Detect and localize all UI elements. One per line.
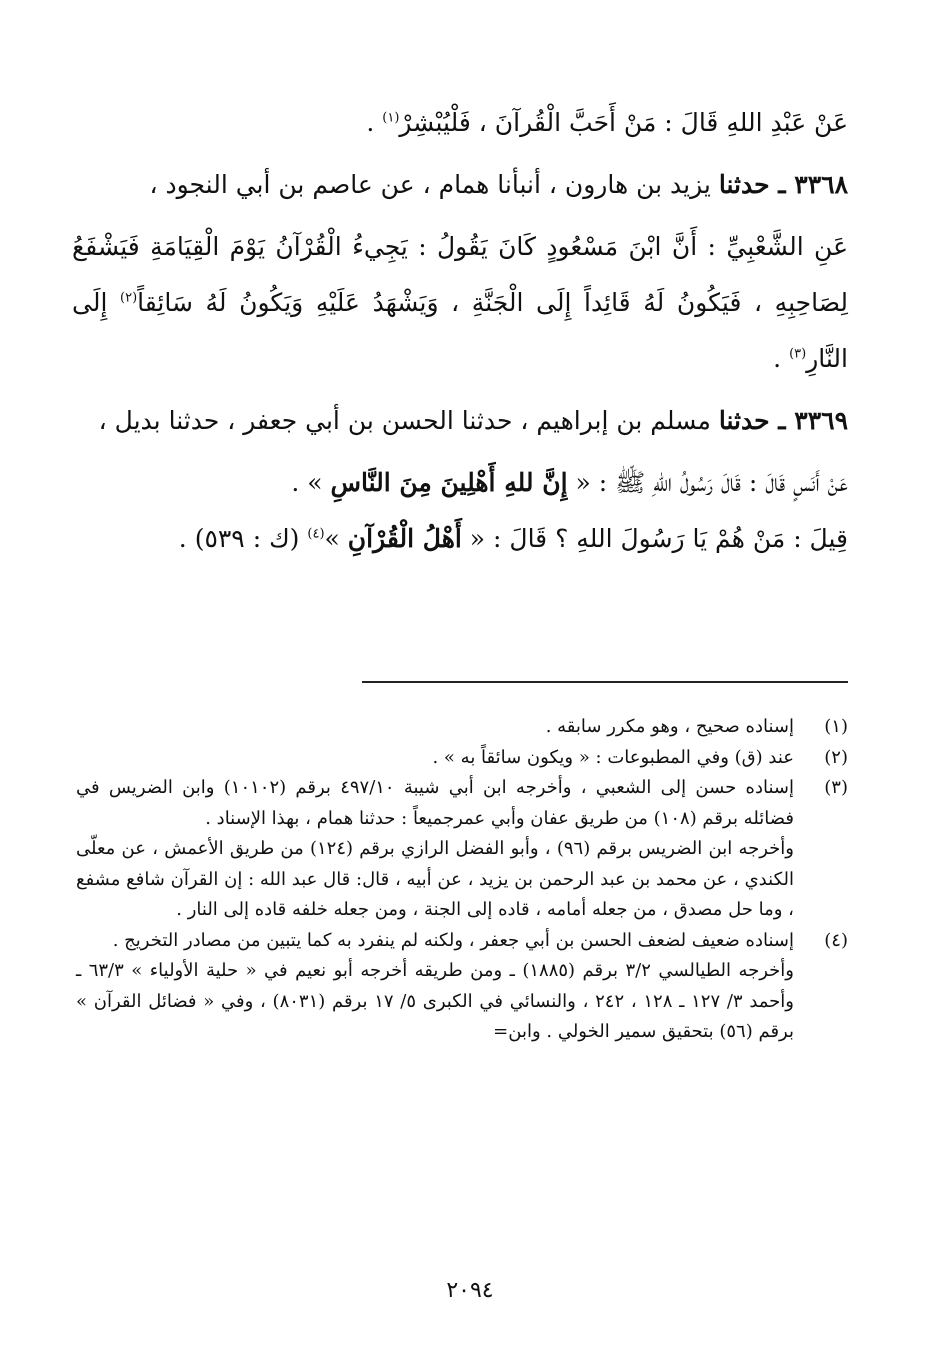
hadith-3369-answer: قِيلَ : مَنْ هُمْ يَا رَسُولَ اللهِ ؟ قَالَ : « أَهْلُ الْقُرْآنِ »$^{(٤)}$ (ك : ٥٣٩) . [178, 524, 848, 553]
footnote-1: (١) إسناده صحيح ، وهو مكرر سابقه . [545, 716, 848, 737]
footnote-2: (٢) عند (ق) وفي المطبوعات : « ويكون سائقاً به » . [432, 746, 848, 768]
footnote-ref-4[interactable]: (٤) [307, 526, 325, 542]
hadith-3368-chain: ٣٣٦٨ ـ حدثنا يزيد بن هارون ، أنبأنا همام ، عن عاصم بن أبي النجود ، [149, 170, 848, 199]
footnote-ref-3[interactable]: (٣) [789, 346, 807, 362]
footnote-divider [362, 681, 848, 683]
footnote-4: (٤) إسناده ضعيف لضعف الحسن بن أبي جعفر ، ولكنه لم ينفرد به كما يتبين من مصادر التخريج . [112, 929, 848, 951]
footnote-ref-1[interactable]: (١) [382, 110, 400, 126]
hadith-3367-text: عَنْ عَبْدِ اللهِ قَالَ : مَنْ أَحَبَّ الْقُرآنَ ، فَلْيُبْشِرْ$^{(١)}$ . [366, 108, 848, 137]
hadith-number-3368: ٣٣٦٨ ـ حدثنا [718, 170, 848, 199]
footnote-3-continuation: وأخرجه ابن الضريس برقم (٩٦) ، وأبو الفضل الرازي برقم (١٢٤) من طريق الأعمش ، عن معلّى الكندي ، عن محمد بن عبد الرحمن بن يزيد ، عن أبيه ، قال: قال عبد الله : إن القرآن شافع مشفع ، وما حل مصدق ، من جعله أمامه ، قاده إلى الجنة ، ومن جعله خلفه قاده إلى النار . [76, 838, 794, 920]
hadith-3369-chain: ٣٣٦٩ ـ حدثنا مسلم بن إبراهيم ، حدثنا الحسن بن أبي جعفر ، حدثنا بديل ، [98, 406, 848, 435]
footnote-3: (٣) إسناده حسن إلى الشعبي ، وأخرجه ابن أبي شيبة ٤٩٧/١٠ برقم (١٠١٠٢) وابن الضريس في فضائله برقم (١٠٨) من طريق عفان وأبي عمرجميعاً : حدثنا همام ، بهذا الإسناد . [76, 777, 848, 829]
page-number: ٢٠٩٤ [446, 1278, 494, 1303]
hadith-number-3369: ٣٣٦٩ ـ حدثنا [718, 406, 848, 435]
hadith-3369-text: عَنْ أَنَسٍ قَالَ : قَالَ رَسُولُ اللهِ ﷺ : « إِنَّ للهِ أَهْلِينَ مِنَ النَّاسِ » . [291, 468, 848, 497]
main-text [72, 95, 848, 567]
footnote-4-continuation: وأخرجه الطيالسي ٣/٢ برقم (١٨٨٥) ـ ومن طريقه أخرجه أبو نعيم في « حلية الأولياء » ٦٣/٣ ـ وأحمد ٣/ ١٢٧ ـ ١٢٨ ، ٢٤٢ ، والنسائي في الكبرى ٥/ ١٧ برقم (٨٠٣١) ، وفي « فضائل القرآن » برقم (٥٦) بتحقيق سمير الخولي . وابن= [76, 960, 795, 1042]
hadith-3368-text: عَنِ الشَّعْبِيِّ : أَنَّ ابْنَ مَسْعُودٍ كَانَ يَقُولُ : يَجِيءُ الْقُرْآنُ يَوْمَ الْقِيَامَةِ فَيَشْفَعُ لِصَاحِبِهِ ، فَيَكُونُ لَهُ قَائِداً إِلَى الْجَنَّةِ ، وَيَشْهَدُ عَلَيْهِ وَيَكُونُ لَهُ سَائِقاً$^{(٢)}$ إِلَى النَّارِ$^{(٣)}$ . [72, 232, 848, 373]
footnote-ref-2[interactable]: (٢) [120, 290, 138, 306]
footnotes [76, 712, 848, 1048]
